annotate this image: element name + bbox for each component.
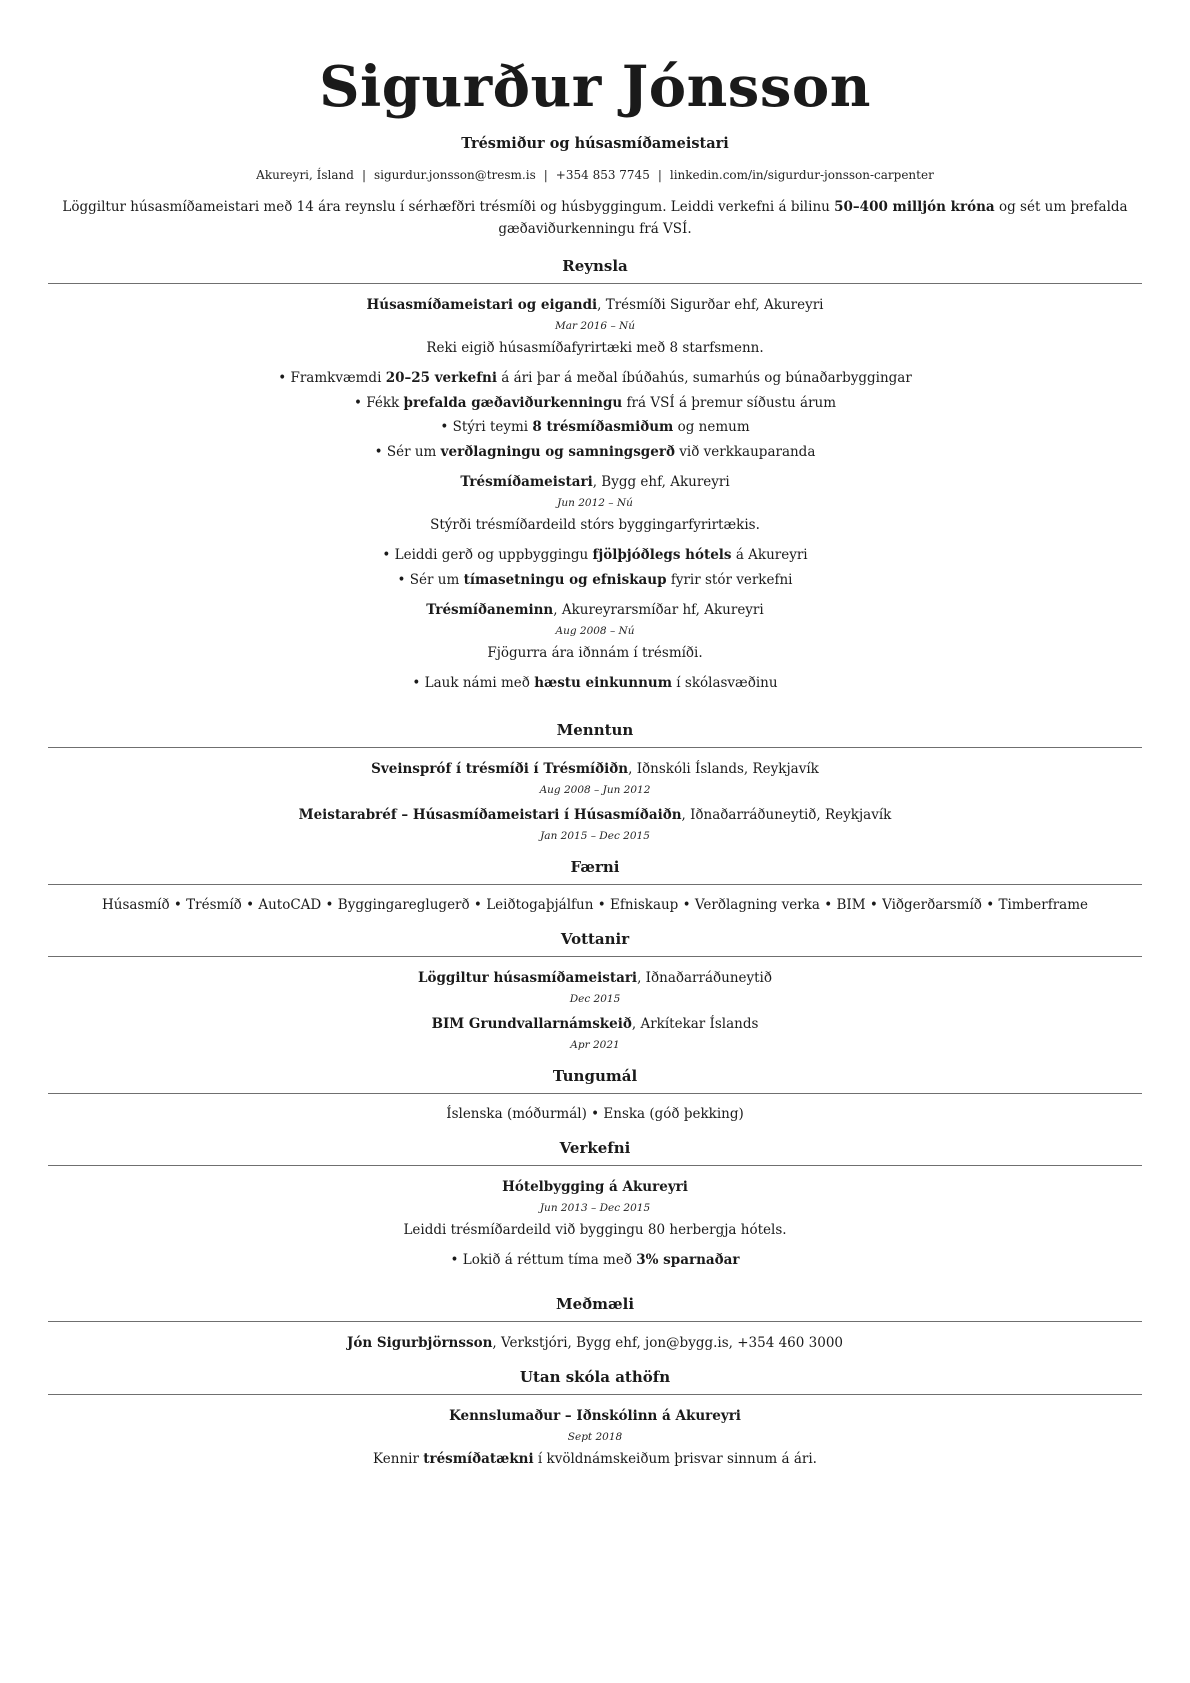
entry-heading: [48, 968, 1142, 988]
extracurricular-entry: [48, 1406, 1142, 1469]
entry-org: , Iðnskóli Íslands, Reykjavík: [628, 760, 819, 777]
entry-org: , Arkítekar Íslands: [631, 1015, 759, 1032]
bullet-item: [48, 440, 1142, 465]
bullet-item: [48, 1248, 1142, 1273]
entry-title: Sveinspróf í trésmíði í Trésmíðiðn: [371, 760, 629, 777]
entry-description: Leiddi trésmíðardeild við byggingu 80 herbergja hótels.: [403, 1221, 787, 1238]
certifications-section: [48, 929, 1142, 1052]
skill-item: Húsasmíð: [102, 896, 170, 913]
contact-line: [48, 166, 1142, 184]
bullet-text: Fékk: [366, 394, 404, 411]
entry-description: [48, 1449, 1142, 1469]
skill-item: BIM: [836, 896, 866, 913]
desc-highlight: trésmíðatækni: [423, 1451, 534, 1467]
desc-text: í kvöldnámskeiðum þrisvar sinnum á ári.: [533, 1451, 817, 1467]
certification-entry: [48, 1014, 1142, 1052]
section-divider: [48, 884, 1142, 885]
entry-bullets: [48, 543, 1142, 592]
bullet-text: Lokið á réttum tíma með: [462, 1251, 637, 1268]
bullet-text: Leiddi gerð og uppbyggingu: [394, 547, 593, 563]
skill-separator: •: [169, 896, 187, 913]
skill-separator: •: [819, 896, 837, 913]
bullet-highlight: hæstu einkunnum: [534, 675, 672, 691]
education-section: [48, 720, 1142, 843]
entry-date: Sept 2018: [567, 1431, 623, 1443]
contact-separator: |: [543, 168, 548, 182]
experience-entry: [48, 600, 1142, 696]
skill-separator: •: [865, 896, 883, 913]
skill-item: Byggingareglugerð: [337, 896, 470, 913]
skill-item: Viðgerðarsmíð: [882, 896, 982, 913]
section-title-extracurricular: Utan skóla athöfn: [519, 1368, 671, 1386]
reference-name: Jón Sigurbjörnsson: [346, 1335, 493, 1351]
bullet-text: Lauk námi með: [424, 675, 535, 691]
entry-date: Mar 2016 – Nú: [555, 320, 635, 332]
entry-date: Jun 2012 – Nú: [557, 497, 633, 509]
skill-item: AutoCAD: [258, 896, 322, 913]
contact-separator: |: [657, 168, 662, 182]
skill-separator: •: [593, 896, 610, 913]
skill-item: Leiðtogaþjálfun: [486, 896, 594, 913]
desc-text: Kennir: [373, 1451, 424, 1467]
skills-list: [48, 895, 1142, 915]
extracurricular-section: [48, 1367, 1142, 1469]
bullet-highlight: 8 trésmíðasmiðum: [532, 419, 674, 435]
summary-text: Löggiltur húsasmíðameistari með 14 ára reynslu í sérhæfðri trésmíði og húsbyggingum. Leiddi verkefni á bilinu: [62, 199, 835, 215]
entry-org: , Iðnaðarráðuneytið: [637, 969, 772, 986]
entry-date: Apr 2021: [570, 1038, 620, 1051]
section-title-skills: Færni: [570, 857, 620, 876]
experience-entry: [48, 295, 1142, 464]
entry-heading: [48, 1406, 1142, 1426]
references-section: [48, 1294, 1142, 1353]
certification-entry: [48, 968, 1142, 1006]
bullet-text: frá VSÍ á þremur síðustu árum: [622, 394, 837, 411]
entry-title: BIM Grundvallarnámskeið: [431, 1015, 632, 1032]
entry-bullets: [48, 366, 1142, 464]
section-divider: [48, 747, 1142, 748]
bullet-text: fyrir stór verkefni: [666, 571, 793, 588]
entry-heading: [48, 1014, 1142, 1034]
job-title: Trésmiður og húsasmíðameistari: [461, 135, 729, 152]
entry-date: Aug 2008 – Nú: [555, 625, 635, 637]
skills-section: [48, 857, 1142, 915]
entry-date: Aug 2008 – Jun 2012: [539, 783, 651, 796]
bullet-item: [48, 366, 1142, 391]
entry-heading: [48, 472, 1142, 492]
bullet-item: [48, 543, 1142, 568]
entry-org: , Iðnaðarráðuneytið, Reykjavík: [681, 806, 892, 823]
section-divider: [48, 956, 1142, 957]
section-title-references: Meðmæli: [555, 1295, 635, 1313]
entry-role: Trésmíðaneminn: [426, 602, 554, 618]
summary-text: og sét um þrefalda gæðaviðurkenningu frá VSÍ.: [498, 199, 1128, 237]
contact-location: Akureyri, Ísland: [256, 168, 354, 182]
bullet-text: við verkkauparanda: [674, 443, 816, 460]
skill-item: Trésmíð: [186, 896, 242, 913]
bullet-item: [48, 568, 1142, 593]
entry-org: , Akureyrarsmíðar hf, Akureyri: [553, 602, 764, 618]
bullet-text: á Akureyri: [731, 547, 808, 563]
skill-separator: •: [469, 896, 487, 913]
entry-role: Húsasmíðameistari og eigandi: [366, 297, 598, 313]
languages-list: Íslenska (móðurmál) • Enska (góð þekking): [446, 1105, 744, 1122]
section-divider: [48, 1321, 1142, 1322]
entry-heading: [48, 295, 1142, 315]
entry-date: Jan 2015 – Dec 2015: [540, 829, 650, 842]
experience-entry: [48, 472, 1142, 592]
section-title-education: Menntun: [556, 720, 634, 739]
entry-description: Reki eigið húsasmíðafyrirtæki með 8 starfsmenn.: [426, 340, 764, 356]
entry-date: Dec 2015: [569, 992, 621, 1005]
summary-highlight: 50–400 milljón króna: [834, 199, 995, 215]
section-divider: [48, 1093, 1142, 1094]
skill-item: Verðlagning verka: [694, 896, 820, 913]
reference-entry: [48, 1333, 1142, 1353]
contact-phone[interactable]: +354 853 7745: [555, 168, 650, 182]
entry-date: Jun 2013 – Dec 2015: [539, 1201, 651, 1214]
entry-heading: [48, 759, 1142, 779]
skill-separator: •: [678, 896, 695, 913]
project-entry: [48, 1177, 1142, 1273]
section-divider: [48, 1394, 1142, 1395]
entry-title: Kennslumaður – Iðnskólinn á Akureyri: [449, 1408, 741, 1424]
bullet-highlight: tímasetningu og efniskaup: [463, 571, 667, 588]
section-divider: [48, 1165, 1142, 1166]
bullet-text: á ári þar á meðal íbúðahús, sumarhús og búnaðarbyggingar: [496, 370, 912, 386]
entry-title: Meistarabréf – Húsasmíðameistari í Húsasmíðaiðn: [298, 806, 682, 823]
contact-email[interactable]: sigurdur.jonsson@tresm.is: [374, 168, 536, 182]
bullet-item: [48, 671, 1142, 696]
education-entry: [48, 759, 1142, 797]
bullet-highlight: þrefalda gæðaviðurkenningu: [403, 394, 623, 411]
entry-org: , Trésmíði Sigurðar ehf, Akureyri: [597, 297, 824, 313]
entry-description: Fjögurra ára iðnnám í trésmíði.: [487, 645, 703, 661]
bullet-highlight: 3% sparnaðar: [636, 1251, 740, 1268]
bullet-text: í skólasvæðinu: [671, 675, 778, 691]
entry-org: , Bygg ehf, Akureyri: [592, 474, 730, 490]
bullet-item: [48, 391, 1142, 416]
bullet-text: Framkvæmdi: [290, 370, 386, 386]
bullet-highlight: fjölþjóðlegs hótels: [592, 547, 732, 563]
education-entry: [48, 805, 1142, 843]
bullet-item: [48, 415, 1142, 440]
entry-role: Trésmíðameistari: [460, 474, 593, 490]
bullet-text: og nemum: [673, 419, 750, 435]
experience-section: [48, 256, 1142, 696]
section-title-projects: Verkefni: [559, 1138, 631, 1157]
bullet-text: Stýri teymi: [452, 419, 533, 435]
skill-item: Efniskaup: [609, 896, 679, 913]
section-title-languages: Tungumál: [552, 1066, 638, 1085]
entry-heading: [48, 805, 1142, 825]
projects-section: [48, 1138, 1142, 1273]
entry-title: Hótelbygging á Akureyri: [502, 1178, 688, 1195]
entry-description: Stýrði trésmíðardeild stórs byggingarfyrirtækis.: [430, 517, 760, 533]
skill-item: Timberframe: [998, 896, 1088, 913]
skill-separator: •: [241, 896, 259, 913]
languages-section: [48, 1066, 1142, 1124]
candidate-name: Sigurður Jónsson: [319, 54, 871, 120]
contact-separator: |: [361, 168, 366, 182]
section-title-experience: Reynsla: [562, 257, 628, 275]
bullet-highlight: 20–25 verkefni: [385, 370, 497, 386]
skill-separator: •: [981, 896, 999, 913]
bullet-text: Sér um: [386, 443, 441, 460]
entry-heading: [48, 1177, 1142, 1197]
entry-heading: [48, 600, 1142, 620]
bullet-highlight: verðlagningu og samningsgerð: [440, 443, 675, 460]
bullet-text: Sér um: [409, 571, 464, 588]
entry-bullets: [48, 1248, 1142, 1273]
summary: [48, 196, 1142, 240]
entry-bullets: [48, 671, 1142, 696]
skill-separator: •: [321, 896, 338, 913]
contact-linkedin[interactable]: linkedin.com/in/sigurdur-jonsson-carpenter: [669, 168, 934, 182]
entry-title: Löggiltur húsasmíðameistari: [418, 969, 638, 986]
reference-details: , Verkstjóri, Bygg ehf, jon@bygg.is, +354 460 3000: [492, 1335, 844, 1351]
section-title-certifications: Vottanir: [560, 929, 630, 948]
section-divider: [48, 283, 1142, 284]
